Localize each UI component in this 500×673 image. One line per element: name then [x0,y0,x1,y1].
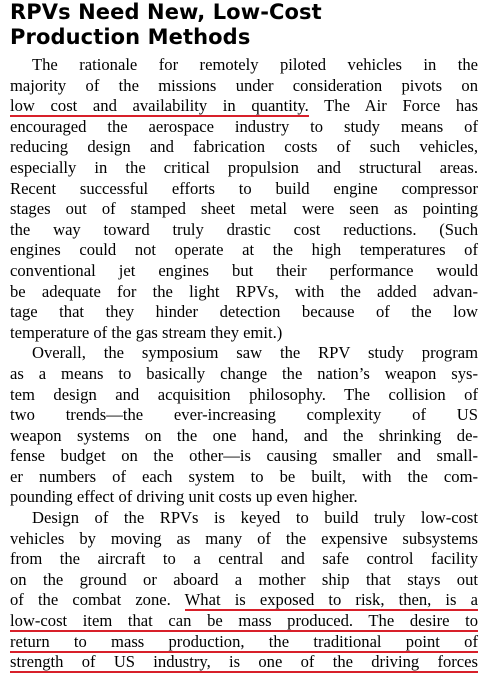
text-segment: especially in the critical propulsion and structural areas. [10,157,478,177]
text-line [10,158,478,179]
text-segment: stages out of stamped sheet metal were seen as pointing [10,199,478,219]
text-segment: majority of the missions under consideration pivots on [10,75,478,95]
text-segment: the way toward truly drastic cost reductions. (Such [10,219,478,239]
text-line [10,405,478,426]
text-line [10,632,478,653]
text-line [10,611,478,632]
text-line [10,426,478,447]
title-line-1: RPVs Need New, Low-Cost [10,0,322,24]
text-segment: vehicles by moving as many of the expensive subsystems [10,528,478,548]
text-line [10,487,478,508]
text-segment: tem design and acquisition philosophy. The collision of [10,384,478,404]
article-title [10,0,430,50]
text-line [10,282,478,303]
text-segment: from the aircraft to a central and safe control facility [10,549,478,569]
text-line [10,385,478,406]
text-line [10,529,478,550]
text-line [10,55,478,76]
underlined-text: strength of US industry, is one of the driving forces [10,652,478,672]
paragraph [10,55,478,343]
text-line [10,343,478,364]
text-segment: Overall, the symposium saw the RPV study program [32,343,478,363]
paragraph [10,508,478,673]
title-line-2: Production Methods [10,25,251,49]
text-segment: as a means to basically change the nation’s weapon sys- [10,363,478,383]
text-line [10,590,478,611]
text-segment: reducing design and fabrication costs of such vehicles, [10,137,478,157]
text-segment: pounding effect of driving unit costs up even higher. [10,487,358,507]
text-segment: fense budget on the other—is causing smaller and small- [10,446,478,466]
text-line [10,323,478,344]
text-segment: be adequate for the light RPVs, with the added advan- [10,281,478,301]
article-body [10,55,478,673]
text-segment: weapon systems on the one hand, and the shrinking de- [10,425,478,445]
text-segment: Design of the RPVs is keyed to build truly low-cost [32,508,478,528]
text-segment: two trends—the ever-increasing complexity of US [10,405,478,425]
text-segment: of the combat zone. [10,590,185,610]
text-segment: conventional jet engines but their performance would [10,260,478,280]
text-segment: er numbers of each system to be built, with the com- [10,466,478,486]
text-segment: tage that they hinder detection because of the low [10,302,478,322]
underlined-text: low-cost item that can be mass produced. The desire to [10,611,478,631]
text-line [10,199,478,220]
underlined-text: return to mass production, the traditional point of [10,631,478,651]
paragraph [10,343,478,508]
underlined-text: What is exposed to risk, then, is a [184,590,478,610]
text-segment: Recent successful efforts to build engine compressor [10,178,478,198]
text-segment: engines could not operate at the high temperatures of [10,240,478,260]
text-segment: on the ground or aboard a mother ship that stays out [10,569,478,589]
text-line [10,220,478,241]
text-line [10,76,478,97]
text-line [10,364,478,385]
text-line [10,117,478,138]
text-line [10,446,478,467]
text-line [10,261,478,282]
underlined-text: low cost and availability in quantity. [10,96,309,116]
text-line [10,508,478,529]
text-line [10,137,478,158]
text-segment: encouraged the aerospace industry to study means of [10,116,478,136]
text-line [10,179,478,200]
text-line [10,467,478,488]
text-segment: temperature of the gas stream they emit.) [10,322,283,342]
text-segment: The rationale for remotely piloted vehicles in the [32,55,478,74]
text-segment: The Air Force has [308,96,478,116]
text-line [10,96,478,117]
text-line [10,549,478,570]
text-line [10,302,478,323]
text-line [10,570,478,591]
text-line [10,240,478,261]
